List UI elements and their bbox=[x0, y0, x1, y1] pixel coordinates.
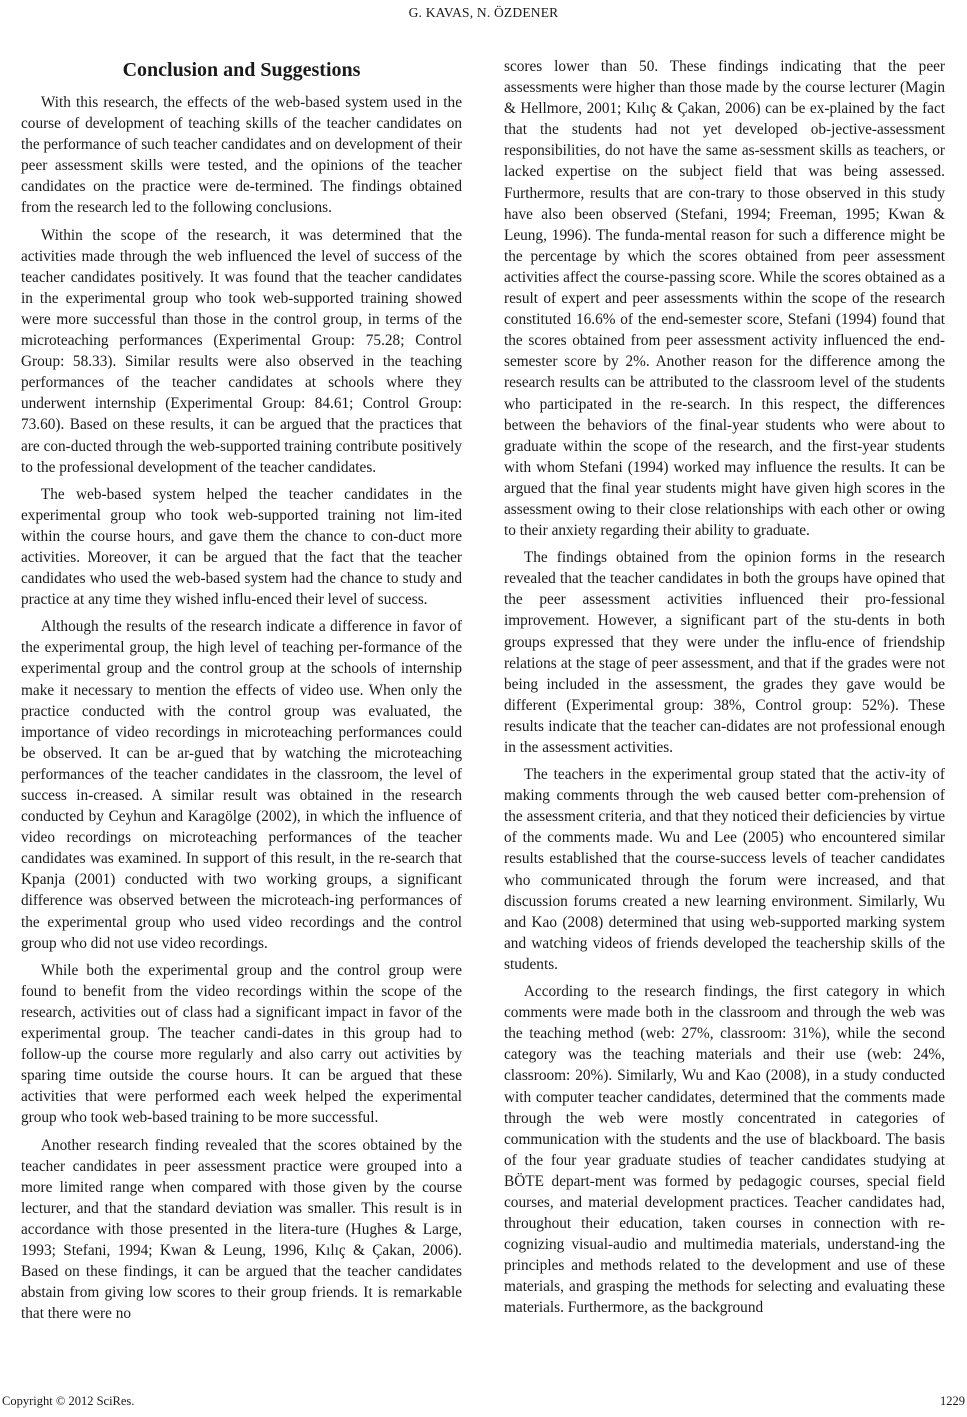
paragraph: According to the research findings, the first category in which comments were made both in the classroom and through the web was the teaching method (web: 27%, classroom: 31%), while the second category was the teaching materials and their use (web: 24%, classroom: 20%). Similarly, Wu and Kao (2008), in a study conducted with computer teacher candidates, determined that the comments made through the web were mostly concentrated in categories of communication with the students and the use of blackboard. The basis of the four year graduate studies of teacher candidates studying at BÖTE depart-ment was formed by pedagogic courses, special field courses, and material development practices. Teacher candidates had, throughout their education, taken courses in connection with re-cognizing visual-audio and multimedia materials, understand-ing the principles and methods related to the development and use of these materials, and grasping the methods for selecting and evaluating these materials. Furthermore, as the background bbox=[504, 983, 945, 1317]
page-number: 1229 bbox=[940, 1394, 965, 1408]
running-header: G. KAVAS, N. ÖZDENER bbox=[408, 5, 559, 20]
paragraph: Within the scope of the research, it was determined that the activities made through the web influenced the level of success of the teacher candidates positively. It was found that the teacher candidates in the experimental group who took web-supported training showed were more successful than those in the control group, in terms of the microteaching performances (Experimental Group: 75.28; Control Group: 58.33). Similar results were also observed in the teaching performances of the teacher candidates at schools where they underwent internship (Experimental Group: 84.61; Control Group: 73.60). Based on these results, it can be argued that the practices that are con-ducted through the web-supported training contribute positively to the professional development of the teacher candidates. bbox=[21, 226, 462, 476]
copyright-footer: Copyright © 2012 SciRes. bbox=[2, 1394, 135, 1408]
paragraph: The web-based system helped the teacher candidates in the experimental group who took web-supported training not lim-ited within the course hours, and gave them the chance to con-duct more activities. Moreover, it can be argued that the fact that the teacher candidates who used the web-based system had the chance to study and practice at any time they wished influ-enced their level of success. bbox=[21, 485, 462, 609]
paragraph-continuation: scores lower than 50. These findings indicating that the peer assessments were higher than those made by the course lecturer (Magin & Hellmore, 2001; Kılıç & Çakan, 2006) can be ex-plained by the fact that the students had not yet developed ob-jective-assessment responsibilities, do not have the same as-sessment skills as teachers, or lacked expertise on the subject field that was being assessed. Furthermore, results that are con-trary to those observed in this study have also been observed (Stefani, 1994; Freeman, 1995; Kwan & Leung, 1996). The funda-mental reason for such a difference might be the percentage by which the scores obtained from peer assessment activities affect the course-passing score. While the scores obtained as a result of expert and peer assessments within the scope of the research constituted 16.6% of the end-semester score, Stefani (1994) found that the scores obtained from peer assessment activity influenced the end-semester score by 2%. Another reason for the difference among the research results can be attributed to the classroom level of the students who participated in the re-search. In this respect, the differences between the behaviors of the final-year students who were about to graduate within the scope of the research, and the first-year students with whom Stefani (1994) worked may influence the results. It can be argued that the final year students might have given high scores in the assessment owing to their close relationships with each other or owing to their anxiety regarding their ability to graduate. bbox=[504, 58, 945, 540]
paragraph: The teachers in the experimental group stated that the activ-ity of making comments through the web caused better com-prehension of the assessment criteria, and that they noticed their deficiencies by virtue of the comments made. Wu and Lee (2005) who encountered similar results established that the course-success levels of teacher candidates who communicated through the forum were increased, and that discussion forums created a new learning environment. Similarly, Wu and Kao (2008) determined that using web-supported marking system and watching videos of friends developed the teachership skills of the students. bbox=[504, 766, 945, 973]
paragraph: Another research finding revealed that the scores obtained by the teacher candidates in peer assessment practice were grouped into a more limited range when compared with those given by the course lecturer, and that the standard deviation was smaller. This result is in accordance with those presented in the litera-ture (Hughes & Large, 1993; Stefani, 1994; Kwan & Leung, 1996, Kılıç & Çakan, 2006). Based on these findings, it can be argued that the teacher candidates abstain from giving low scores to their group friends. It is remarkable that there were no bbox=[21, 1136, 462, 1323]
paragraph: With this research, the effects of the web-based system used in the course of development of teaching skills of the teacher candidates on the performance of such teacher candidates and on development of their peer assessment skills were tested, and the opinions of the teacher candidates on the practice were de-termined. The findings obtained from the research led to the following conclusions. bbox=[21, 94, 462, 217]
paragraph: While both the experimental group and the control group were found to benefit from the video recordings within the scope of the research, activities out of class had a significant impact in favor of the experimental group. The teacher candi-dates in this group had to follow-up the course more regularly and also carry out activities by sparing time outside the course hours. It can be argued that these activities that were performed each week helped the experimental group who took web-based training to be more successful. bbox=[21, 961, 462, 1127]
section-title: Conclusion and Suggestions bbox=[122, 59, 361, 81]
left-column bbox=[21, 58, 462, 1330]
right-column bbox=[504, 56, 945, 1325]
paragraph: Although the results of the research indicate a difference in favor of the experimental group, the high level of teaching per-formance of the experimental group and the control group at the schools of internship make it necessary to mention the effects of video use. When only the practice conducted with the control group was evaluated, the importance of video recordings in microteaching performances could be observed. It can be ar-gued that by watching the microteaching performances of the teacher candidates in the classroom, the level of success in-creased. A similar result was obtained in the research conducted by Ceyhun and Karagölge (2002), in which the influence of video recordings on microteaching performances of the teacher candidates was examined. In support of this result, in the re-search that Kpanja (2001) conducted with two working groups, a significant difference was observed between the microteach-ing performances of the experimental group who used video recordings and the control group who did not use video recordings. bbox=[21, 618, 462, 952]
paragraph: The findings obtained from the opinion forms in the research revealed that the teacher candidates in both the groups have opined that the peer assessment activities influenced their pro-fessional improvement. However, a significant part of the stu-dents in both groups expressed that they were under the influ-ence of friendship relations at the stage of peer assessment, and that if the grades were not being included in the assessment, the grades they gave would be different (Experimental group: 38%, Control group: 52%). These results indicate that the teacher can-didates are not professional enough in the assessment activities. bbox=[504, 549, 945, 756]
